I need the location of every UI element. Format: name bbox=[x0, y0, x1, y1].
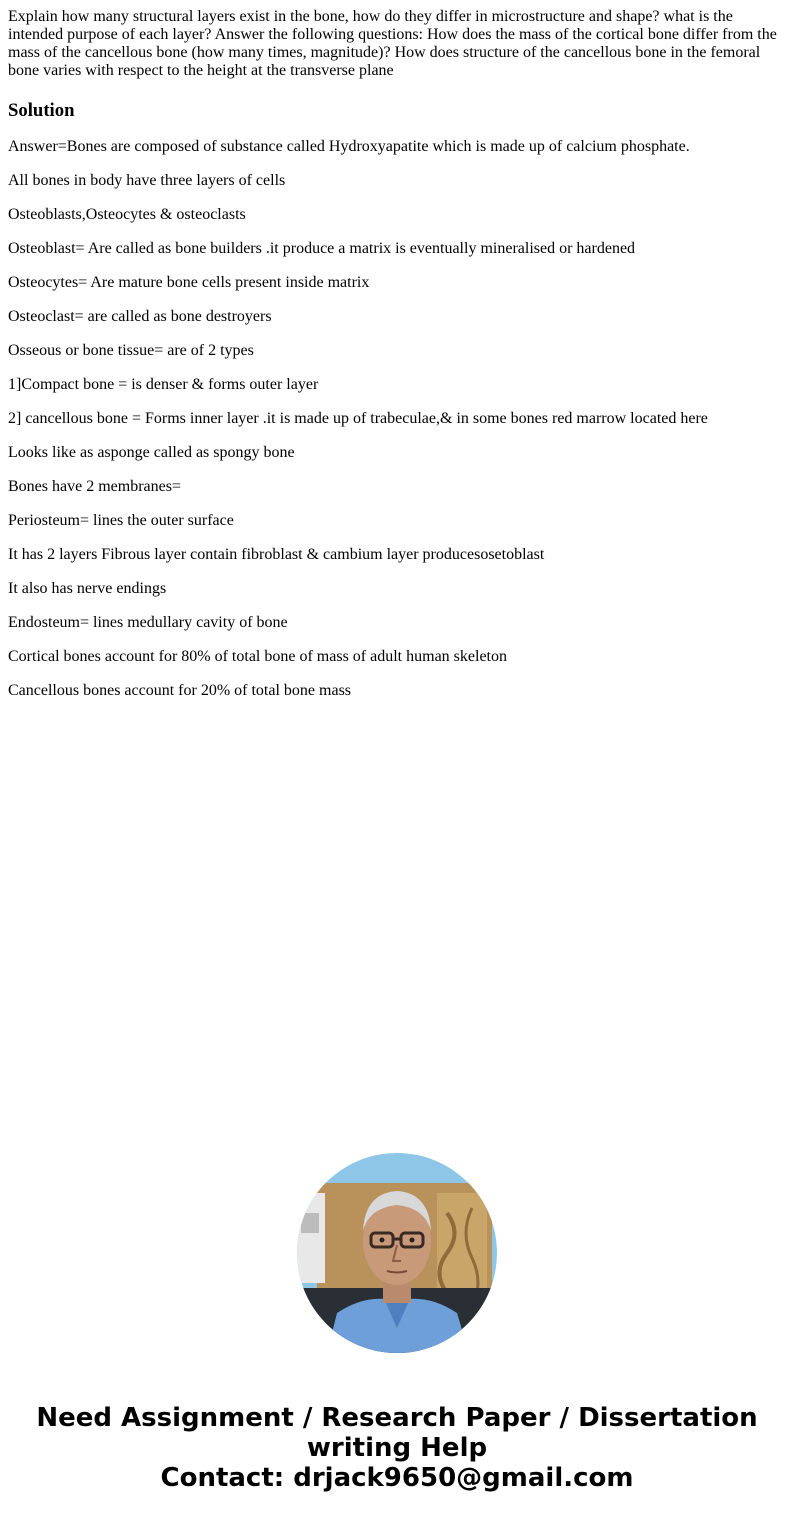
answer-line: 2] cancellous bone = Forms inner layer .it is made up of trabeculae,& in some bones red marrow located here bbox=[8, 410, 708, 427]
promo-banner bbox=[0, 1403, 794, 1493]
question-text: Explain how many structural layers exist in the bone, how do they differ in microstructure and shape? what is the intended purpose of each layer? Answer the following questions: How does the mass of the cortical bone differ from the mass of the cancellous bone (how many times, magnitude)? How does structure of the cancellous bone in the femoral bone varies with respect to the height at the transverse plane bbox=[8, 8, 777, 79]
promo-line-2: writing Help bbox=[306, 1433, 488, 1463]
promo-line-1: Need Assignment / Research Paper / Dissertation bbox=[36, 1403, 758, 1433]
answer-line: 1]Compact bone = is denser & forms outer layer bbox=[8, 376, 319, 393]
answer-line: Periosteum= lines the outer surface bbox=[8, 512, 234, 529]
answer-line: Osteocytes= Are mature bone cells present inside matrix bbox=[8, 274, 370, 291]
answer-list bbox=[8, 138, 786, 700]
answer-line: Answer=Bones are composed of substance called Hydroxyapatite which is made up of calcium phosphate. bbox=[8, 138, 690, 155]
solution-heading: Solution bbox=[8, 100, 75, 121]
promo-contact: Contact: drjack9650@gmail.com bbox=[160, 1463, 634, 1493]
avatar-portrait-icon bbox=[297, 1153, 497, 1353]
answer-line: Looks like as asponge called as spongy bone bbox=[8, 444, 295, 461]
answer-line: Cortical bones account for 80% of total bone of mass of adult human skeleton bbox=[8, 648, 507, 665]
answer-line: It also has nerve endings bbox=[8, 580, 167, 597]
answer-line: Osseous or bone tissue= are of 2 types bbox=[8, 342, 254, 359]
answer-line: Cancellous bones account for 20% of total bone mass bbox=[8, 682, 352, 699]
answer-line: All bones in body have three layers of cells bbox=[8, 172, 286, 189]
avatar bbox=[297, 1153, 497, 1353]
answer-line: Endosteum= lines medullary cavity of bone bbox=[8, 614, 288, 631]
answer-line: Osteoblasts,Osteocytes & osteoclasts bbox=[8, 206, 246, 223]
answer-line: It has 2 layers Fibrous layer contain fibroblast & cambium layer producesosetoblast bbox=[8, 546, 545, 563]
answer-line: Osteoclast= are called as bone destroyers bbox=[8, 308, 272, 325]
answer-line: Osteoblast= Are called as bone builders .it produce a matrix is eventually mineralised or hardened bbox=[8, 240, 636, 257]
answer-line: Bones have 2 membranes= bbox=[8, 478, 181, 495]
document-body bbox=[8, 8, 786, 716]
